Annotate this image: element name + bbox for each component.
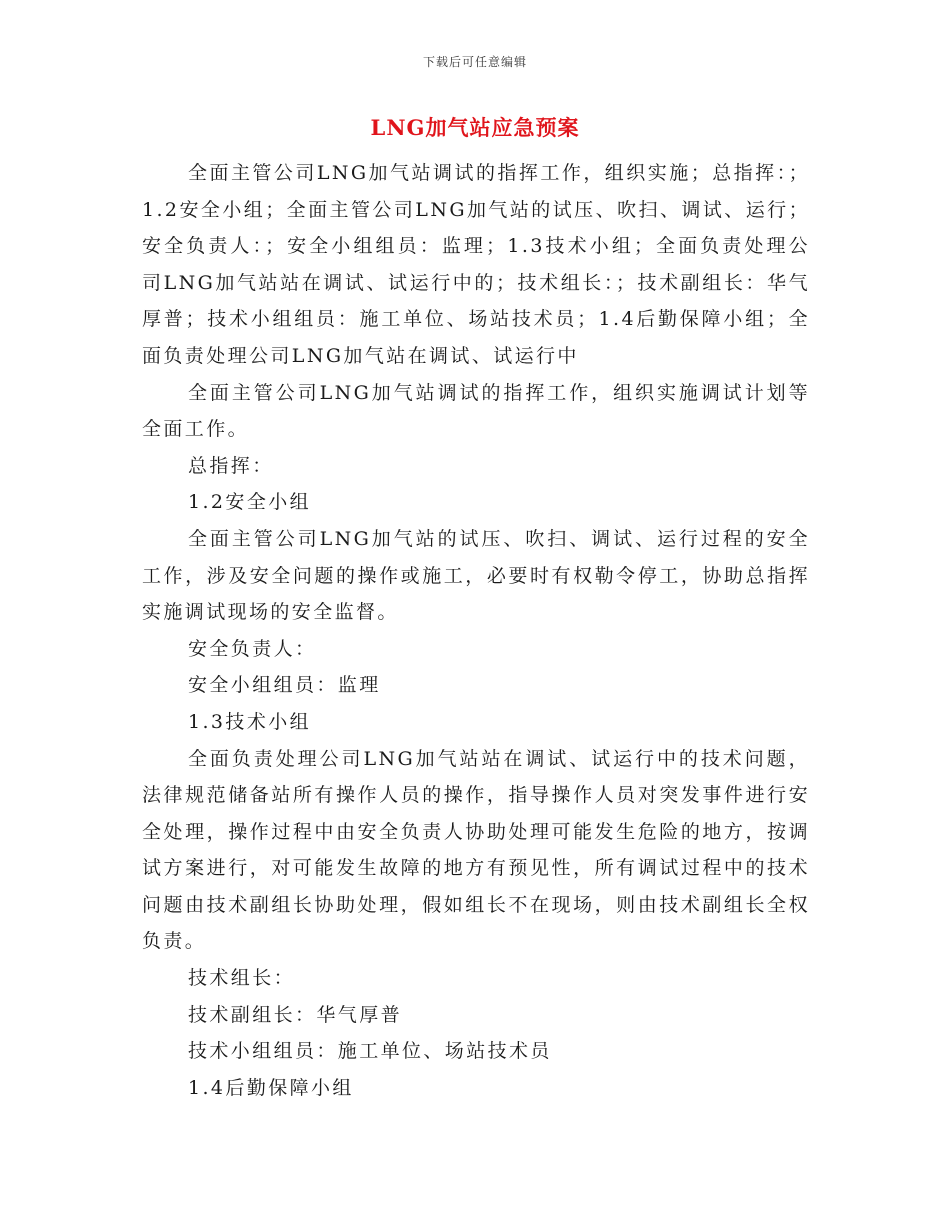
paragraph-safety-members: 安全小组组员：监理 xyxy=(188,674,381,697)
paragraph-commander: 总指挥： xyxy=(188,454,274,477)
section-heading-safety-group: 1.2安全小组 xyxy=(188,491,312,514)
paragraph-tech-members: 技术小组组员：施工单位、场站技术员 xyxy=(188,1040,552,1063)
paragraph-tech-leader: 技术组长： xyxy=(188,967,296,990)
paragraph-safety-leader: 安全负责人： xyxy=(188,637,317,660)
paragraph-commander-duty: 全面主管公司LNG加气站调试的指挥工作，组织实施调试计划等全面工作。 xyxy=(142,381,810,441)
paragraph-tech-deputy: 技术副组长：华气厚普 xyxy=(188,1003,403,1026)
section-heading-logistics-group: 1.4后勤保障小组 xyxy=(188,1076,354,1099)
section-heading-tech-group: 1.3技术小组 xyxy=(188,710,312,733)
page-header-note: 下载后可任意编辑 xyxy=(422,55,527,69)
paragraph-safety-duty: 全面主管公司LNG加气站的试压、吹扫、调试、运行过程的安全工作，涉及安全问题的操作或施工，必要时有权勒令停工，协助总指挥实施调试现场的安全监督。 xyxy=(142,527,810,624)
document-title: LNG加气站应急预案 xyxy=(370,115,580,140)
document-body xyxy=(142,155,810,1106)
paragraph-summary: 全面主管公司LNG加气站调试的指挥工作，组织实施；总指挥：；1.2安全小组；全面主管公司LNG加气站的试压、吹扫、调试、运行；安全负责人：；安全小组组员：监理；1.3技术小组；全面负责处理公司LNG加气站站在调试、试运行中的；技术组长：；技术副组长：华气厚普；技术小组组员：施工单位、场站技术员；1.4后勤保障小组；全面负责处理公司LNG加气站在调试、试运行中 xyxy=(142,162,810,367)
paragraph-tech-duty: 全面负责处理公司LNG加气站站在调试、试运行中的技术问题，法律规范储备站所有操作人员的操作，指导操作人员对突发事件进行安全处理，操作过程中由安全负责人协助处理可能发生危险的地方，按调试方案进行，对可能发生故障的地方有预见性，所有调试过程中的技术问题由技术副组长协助处理，假如组长不在现场，则由技术副组长全权负责。 xyxy=(142,747,810,953)
